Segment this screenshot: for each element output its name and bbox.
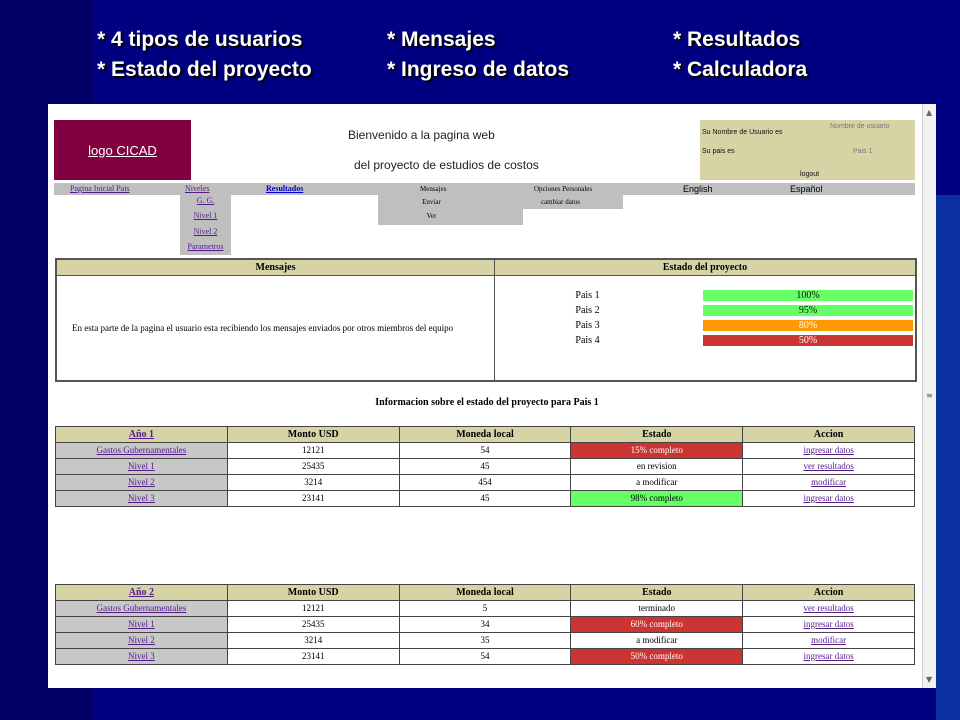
estado-value-4: 50% (703, 335, 913, 346)
scroll-down-icon[interactable]: ▼ (926, 675, 933, 684)
table-row (56, 459, 915, 475)
bullet-usuarios: * 4 tipos de usuarios (97, 28, 303, 51)
estado-pais-2: Pais 2 (575, 305, 600, 316)
estado-value-2: 95% (703, 305, 913, 316)
bullet-mensajes: * Mensajes (387, 28, 496, 51)
table-row (56, 475, 915, 491)
col-estado: Estado (571, 585, 743, 601)
bullet-ingreso: * Ingreso de datos (387, 58, 570, 81)
col-estado: Estado (571, 427, 743, 443)
col-accion: Accion (743, 427, 915, 443)
nav-espanol[interactable]: Español (790, 184, 823, 194)
row-name-link[interactable]: Nivel 2 (56, 633, 228, 649)
submenu-ver[interactable]: Ver (426, 212, 437, 220)
bullet-calculadora: * Calculadora (673, 58, 808, 81)
username-label: Su Nombre de Usuario es (702, 129, 783, 136)
accion-link[interactable]: modificar (743, 633, 915, 649)
estado-value-1: 100% (703, 290, 913, 301)
submenu-nivel2[interactable]: Nivel 2 (193, 227, 218, 236)
scroll-up-icon[interactable]: ▲ (926, 108, 933, 117)
table-row (56, 617, 915, 633)
moneda-local: 454 (399, 475, 571, 491)
table-header-row (56, 427, 915, 443)
col-accion: Accion (743, 585, 915, 601)
nav-opciones[interactable]: Opciones Personales (534, 185, 593, 193)
estado-pais-1: Pais 1 (575, 290, 600, 301)
estado-pais-4: Pais 4 (575, 335, 600, 346)
estado-cell: en revision (571, 459, 743, 475)
estado-pais-3: Pais 3 (575, 320, 600, 331)
welcome-line-2: del proyecto de estudios de costos (354, 158, 539, 172)
status-table-year-1 (55, 426, 915, 507)
row-name-link[interactable]: Nivel 2 (56, 475, 228, 491)
monto-usd: 23141 (227, 491, 399, 507)
year-2-link[interactable]: Año 2 (56, 585, 228, 601)
row-name-link[interactable]: Gastos Gubernamentales (56, 601, 228, 617)
submenu-nivel1[interactable]: Nivel 1 (193, 211, 218, 220)
nav-bar (54, 183, 915, 195)
username-value: Nombre de usuario (830, 123, 890, 130)
moneda-local: 35 (399, 633, 571, 649)
estado-cell: 60% completo (571, 617, 743, 633)
row-name-link[interactable]: Nivel 3 (56, 491, 228, 507)
monto-usd: 25435 (227, 617, 399, 633)
accion-link[interactable]: ingresar datos (743, 617, 915, 633)
accion-link[interactable]: ingresar datos (743, 491, 915, 507)
monto-usd: 12121 (227, 443, 399, 459)
bullet-resultados: * Resultados (673, 28, 801, 51)
accion-link[interactable]: ver resultados (743, 601, 915, 617)
estado-cell: a modificar (571, 633, 743, 649)
estado-header: Estado del proyecto (495, 260, 915, 276)
nav-pagina-inicial[interactable]: Pagina Inicial Pais (70, 184, 130, 193)
moneda-local: 5 (399, 601, 571, 617)
col-moneda-local: Moneda local (399, 427, 571, 443)
vertical-scrollbar[interactable] (922, 104, 936, 688)
row-name-link[interactable]: Nivel 1 (56, 617, 228, 633)
submenu-enviar[interactable]: Enviar (422, 198, 441, 206)
monto-usd: 12121 (227, 601, 399, 617)
accion-link[interactable]: modificar (743, 475, 915, 491)
estado-cell: 50% completo (571, 649, 743, 665)
table-header-row (56, 585, 915, 601)
moneda-local: 45 (399, 491, 571, 507)
submenu-gg[interactable]: G. G. (196, 196, 215, 205)
slide-bullet-list (97, 28, 897, 88)
nav-niveles[interactable]: Niveles (185, 184, 210, 193)
accion-link[interactable]: ingresar datos (743, 443, 915, 459)
col-moneda-local: Moneda local (399, 585, 571, 601)
country-value: Pais 1 (853, 148, 873, 155)
monto-usd: 3214 (227, 475, 399, 491)
table-row (56, 443, 915, 459)
table-row (56, 633, 915, 649)
row-name-link[interactable]: Nivel 3 (56, 649, 228, 665)
submenu-cambiar-datos[interactable]: cambiar datos (540, 198, 581, 206)
panel-divider (494, 260, 495, 380)
moneda-local: 45 (399, 459, 571, 475)
scroll-thumb-icon[interactable]: ≡ (926, 391, 933, 400)
accion-link[interactable]: ingresar datos (743, 649, 915, 665)
country-label: Su pais es (702, 148, 735, 155)
mensajes-text: En esta parte de la pagina el usuario esta recibiendo los mensajes enviados por otros miembros del equipo (72, 323, 454, 333)
moneda-local: 54 (399, 443, 571, 459)
moneda-local: 34 (399, 617, 571, 633)
table-row (56, 491, 915, 507)
nav-mensajes[interactable]: Mensajes (420, 185, 447, 193)
submenu-parametros[interactable]: Parametros (187, 242, 224, 251)
info-title: Informacion sobre el estado del proyecto para Pais 1 (375, 397, 599, 408)
year-1-link[interactable]: Año 1 (56, 427, 228, 443)
table-row (56, 649, 915, 665)
row-name-link[interactable]: Gastos Gubernamentales (56, 443, 228, 459)
row-name-link[interactable]: Nivel 1 (56, 459, 228, 475)
moneda-local: 54 (399, 649, 571, 665)
estado-cell: 15% completo (571, 443, 743, 459)
logo[interactable]: logo CICAD (54, 120, 191, 180)
accion-link[interactable]: ver resultados (743, 459, 915, 475)
nav-resultados[interactable]: Resultados (266, 184, 304, 193)
status-table-year-2 (55, 584, 915, 665)
estado-value-3: 80% (703, 320, 913, 331)
monto-usd: 3214 (227, 633, 399, 649)
table-row (56, 601, 915, 617)
monto-usd: 23141 (227, 649, 399, 665)
welcome-line-1: Bienvenido a la pagina web (348, 128, 495, 142)
monto-usd: 25435 (227, 459, 399, 475)
nav-english[interactable]: English (683, 184, 713, 194)
user-info-box (700, 120, 915, 180)
slide-background-right (936, 195, 960, 720)
mensajes-header: Mensajes (57, 260, 495, 276)
estado-cell: a modificar (571, 475, 743, 491)
col-monto-usd: Monto USD (227, 585, 399, 601)
col-monto-usd: Monto USD (227, 427, 399, 443)
estado-cell: 98% completo (571, 491, 743, 507)
browser-screenshot (48, 104, 936, 688)
bullet-estado: * Estado del proyecto (97, 58, 312, 81)
estado-cell: terminado (571, 601, 743, 617)
logout-link[interactable]: logout (800, 171, 820, 178)
